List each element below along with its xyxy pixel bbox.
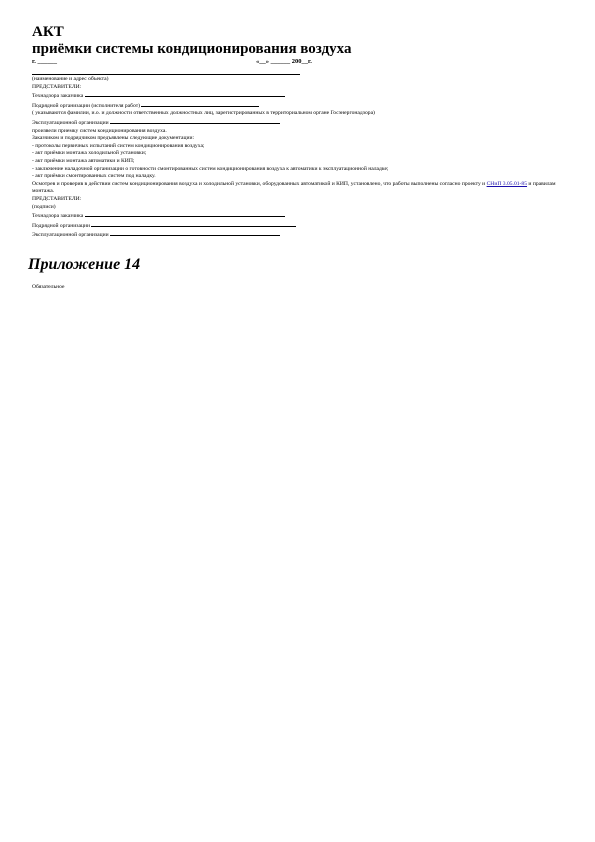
- contractor-label: Подрядной организации (исполнителя работ): [32, 102, 141, 109]
- contractor-sign-row: [32, 221, 562, 231]
- object-caption: (наименование и адрес объекта): [32, 76, 109, 82]
- inspection-text-start: Осмотрев и проверив в действии систем кондиционирования воздуха и холодильной установки, оборудованных автоматикой и КИП, установлено, что работы выполнены согласно проекту и: [32, 180, 487, 187]
- customer-tech-sign-label: Технадзора заказчика: [32, 213, 84, 220]
- appendix-title: Приложение 14: [28, 255, 141, 273]
- docs-presented-text: Заказчиком и подрядчиком предъявлены следующие документации:: [32, 135, 195, 142]
- operator-sign-row: [32, 230, 562, 240]
- customer-tech-sign-row: [32, 211, 562, 221]
- contractor-sign-blank: [91, 221, 296, 227]
- customer-tech-label: Технадзора заказчика: [32, 93, 84, 100]
- representatives-heading: ПРЕДСТАВИТЕЛИ:: [32, 83, 82, 90]
- customer-tech-sign-blank: [85, 211, 285, 217]
- snip-link[interactable]: СНиП 3.05.01-85: [486, 180, 528, 187]
- act-body: [32, 76, 562, 240]
- contractor-blank: [141, 101, 259, 107]
- customer-tech-row: [32, 91, 562, 101]
- obligatory-label: Обязательное: [32, 283, 65, 290]
- inspection-text: [32, 181, 562, 196]
- doc-item: - заключение наладочной организации о готовности смонтированных систем кондиционирования воздуха к автоматики к эксплуатационной наладке;: [32, 165, 389, 172]
- operator-blank: [110, 118, 280, 124]
- doc-item: - акт приёмки смонтированных систем под наладку.: [32, 173, 156, 180]
- inspection-text-end: и правилам монтажа.: [32, 180, 556, 195]
- contractor-row: [32, 101, 562, 111]
- signatures-caption: (подписи): [32, 203, 56, 210]
- operator-sign-label: Эксплуатационной организации: [32, 232, 109, 239]
- act-title: [32, 24, 562, 58]
- doc-item: - акт приёмки монтажа холодильной установки;: [32, 150, 147, 157]
- doc-item: - протоколы первичных испытаний систем кондиционирования воздуха;: [32, 142, 205, 149]
- title-line-2: приёмки системы кондиционирования воздуха: [32, 41, 352, 57]
- representatives-note: ( указываются фамилии, и.о. и должности ответственных должностных лиц, зарегистрированных в территориальном органе Госэнергонадзора): [32, 110, 375, 117]
- date-field: «__» ______ 200__г.: [256, 58, 312, 65]
- operator-sign-blank: [110, 230, 280, 236]
- contractor-sign-label: Подрядной организации: [32, 222, 90, 229]
- city-field: г. ______: [32, 58, 57, 65]
- operator-label: Эксплуатационной организации: [32, 119, 109, 126]
- customer-tech-blank: [85, 91, 285, 97]
- operator-row: [32, 118, 562, 128]
- date-line: [32, 58, 562, 66]
- representatives-heading-2: ПРЕДСТАВИТЕЛИ:: [32, 195, 82, 202]
- made-acceptance-text: произвели приемку систем кондиционирования воздуха.: [32, 127, 167, 134]
- document-page: [28, 24, 562, 290]
- doc-item: - акт приёмки монтажа автоматики и КИП;: [32, 157, 135, 164]
- title-line-1: АКТ: [32, 24, 64, 40]
- object-blank-line: [32, 68, 300, 75]
